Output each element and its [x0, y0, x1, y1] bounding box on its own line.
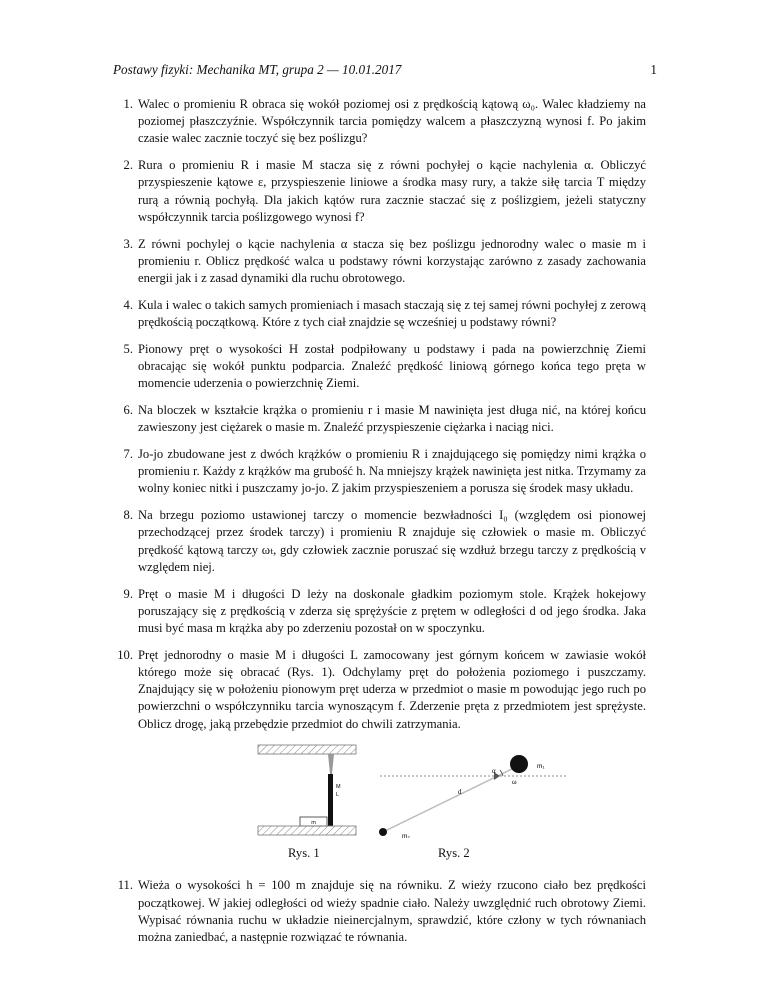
problem-text: Pręt o masie M i długości D leży na doskonale gładkim poziomym stole. Krążek hokejowy poruszający się z prędkością v zderza się sprężyście z prętem w odległości d od jego środka. Jaka musi być masa m krążka aby po zderzeniu pozostał on w spoczynku.	[138, 586, 646, 636]
page-header	[113, 62, 657, 78]
problem-number: 9.	[123, 586, 133, 601]
figure-2-drawing	[372, 742, 572, 838]
figure-1-drawing	[256, 742, 360, 838]
problem-item	[123, 297, 646, 331]
problem-item	[117, 647, 646, 733]
problem-text: Wieża o wysokości h = 100 m znajduje się na równiku. Z wieży rzucono ciało bez prędkości początkowej. W jakiej odległości od wieży spadnie ciało. Należy uwzględnić ruch obrotowy Ziemi. Wypisać równania ruchu w układzie nieinercjalnym, sprawdzić, które człony w tych równaniach można zaniedbać, a następnie rozwiązać te równania.	[138, 878, 646, 945]
ceiling-support	[258, 745, 356, 754]
label-omega: ω	[512, 778, 517, 787]
problem-item	[117, 877, 646, 946]
problem-text: Z równi pochylej o kącie nachylenia α stacza się bez poślizgu jednorodny walec o masie m i promieniu r. Oblicz prędkość walca u podstawy równi korzystając zarówno z zasady zachowania energii jak i z zasad dynamiki dla ruchu obrotowego.	[138, 236, 646, 286]
problem-text: Kula i walec o takich samych promieniach i masach staczają się z tej samej równi pochyłej z zerową prędkością początkową. Które z tych ciał znajdzie sę wcześniej u podstawy równi?	[138, 297, 646, 330]
problem-item	[123, 157, 646, 226]
page-number: 1	[650, 62, 657, 77]
figures-row	[138, 742, 646, 868]
label-m1: m₁	[537, 763, 545, 771]
problem-item	[123, 507, 646, 576]
problem-item	[123, 341, 646, 393]
problem-text: Pręt jednorodny o masie M i długości L zamocowany jest górnym końcem w zawiasie wokół którego może się obracać (Rys. 1). Odchylamy pręt do położenia poziomego i puszczamy. Znajdujący się w położeniu pionowym pręt uderza w przedmiot o masie m powodując jego ruch po powierzchni o współczynniku tarcia wynoszącym f. Zderzenie pręta z przedmiotem jest sprężyste. Oblicz drogę, jaką przebędzie przedmiot do chwili zatrzymania.	[138, 647, 646, 731]
problem-text: Na brzegu poziomo ustawionej tarczy o momencie bezwładności I₀ (względem osi pionowej przechodzącej przez środek tarczy) i promieniu R znajduje się człowiek o masie m. Obliczyć prędkość kątową tarczy ωₜ, gdy człowiek zacznie poruszać się wzdłuż brzegu tarczy z prędkością v względem niej.	[138, 508, 646, 574]
problem-number: 6.	[123, 403, 133, 418]
mass-top	[510, 755, 528, 773]
label-alpha: α	[492, 767, 496, 776]
problem-text: Rura o promieniu R i masie M stacza się z równi pochyłej o kącie nachylenia α. Obliczyć przyspieszenie kątowe ε, przyspieszenie liniowe a środka masy rury, a także siłę tarcia T między rurą a równią pochyłą. Dla jakich kątów rura zacznie staczać się z poślizgiem, jeżeli statyczny współczynnik tarcia poślizgowego wynosi f?	[138, 158, 646, 224]
problem-number: 10.	[117, 647, 133, 662]
figure-1	[256, 742, 360, 861]
problem-number: 3.	[123, 236, 133, 251]
header-title: Postawy fizyki: Mechanika MT, grupa 2 — 10.01.2017	[113, 62, 402, 77]
problem-list	[117, 96, 646, 956]
hinge	[328, 754, 334, 774]
figure-2-caption: Rys. 2	[438, 846, 470, 861]
problem-number: 11.	[117, 878, 133, 893]
problem-number: 2.	[123, 158, 133, 173]
problem-text: Walec o promieniu R obraca się wokół poziomej osi z prędkością kątową ω₀. Walec kładziemy na poziomej płaszczyźnie. Współczynnik tarcia pomiędzy walcem a płaszczyzną wynosi f. Po jakim czasie walec zacznie toczyć się bez poślizgu?	[138, 97, 646, 146]
problem-item	[123, 236, 646, 288]
label-d: d	[458, 788, 462, 797]
rod-label-m: M	[336, 784, 341, 791]
floor-surface	[258, 826, 356, 835]
problem-item	[123, 446, 646, 498]
problem-item	[123, 586, 646, 638]
mass-bottom	[379, 828, 387, 836]
figure-2	[372, 742, 572, 861]
problem-text: Na bloczek w kształcie krążka o promieniu r i masie M nawinięta jest długa nić, na której końcu zawieszony jest ciężarek o masie m. Znaleźć przyspieszenie ciężarka i naciąg nici.	[138, 403, 646, 435]
rod	[328, 774, 333, 826]
problem-item	[123, 96, 646, 148]
problem-number: 7.	[123, 447, 133, 462]
problem-text: Jo-jo zbudowane jest z dwóch krążków o promieniu R i znajdującego się pomiędzy nimi krążka o promieniu r. Każdy z krążków ma grubość h. Na mniejszy krążek nawinięta jest nitka. Trzymamy za wolny koniec nitki i puszczamy jo-jo. Z jakim przyspieszeniem a porusza się środek masy układu.	[138, 447, 646, 496]
label-m2: m₂	[402, 833, 410, 839]
figure-1-caption: Rys. 1	[288, 846, 320, 861]
block-label: m	[311, 820, 316, 827]
rod-label-l: L	[336, 792, 340, 799]
problem-number: 8.	[123, 508, 133, 523]
problem-number: 5.	[123, 341, 133, 356]
problem-number: 4.	[123, 297, 133, 312]
problem-text: Pionowy pręt o wysokości H został podpiłowany u podstawy i pada na powierzchnię Ziemi obracając się wokół punktu podparcia. Znaleźć prędkość liniową górnego końca tego pręta w momencie uderzenia o powierzchnię Ziemi.	[138, 341, 646, 391]
problem-item	[123, 402, 646, 436]
problem-number: 1.	[123, 97, 133, 111]
